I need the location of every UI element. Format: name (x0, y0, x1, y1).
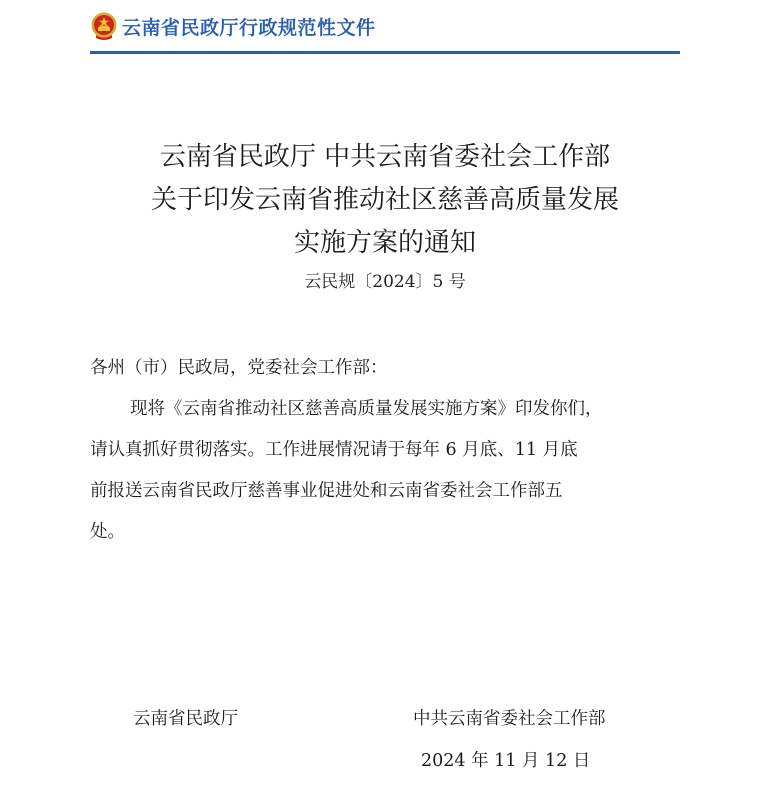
document-title-line-1: 云南省民政厅 中共云南省委社会工作部 (159, 142, 611, 172)
document-title-line-3: 实施方案的通知 (293, 228, 476, 258)
document-number: 云民规〔2024〕5 号 (304, 272, 466, 292)
salutation: 各州（市）民政局，党委社会工作部： (90, 358, 388, 378)
signatory-left: 云南省民政厅 (133, 709, 238, 729)
national-emblem-icon (90, 11, 118, 41)
body-line-3: 前报送云南省民政厅慈善事业促进处和云南省委社会工作部五 (90, 481, 563, 501)
document-date: 2024 年 11 月 12 日 (421, 751, 591, 771)
header-title: 云南省民政厅行政规范性文件 (122, 16, 376, 39)
signatory-right: 中共云南省委社会工作部 (413, 709, 606, 729)
header-divider (90, 51, 680, 54)
body-line-4: 处。 (90, 522, 125, 542)
body-line-2: 请认真抓好贯彻落实。工作进展情况请于每年 6 月底、11 月底 (90, 440, 578, 460)
body-line-1: 现将《云南省推动社区慈善高质量发展实施方案》印发你们， (130, 399, 603, 419)
document-title-line-2: 关于印发云南省推动社区慈善高质量发展 (150, 185, 619, 215)
document-header (90, 8, 680, 44)
